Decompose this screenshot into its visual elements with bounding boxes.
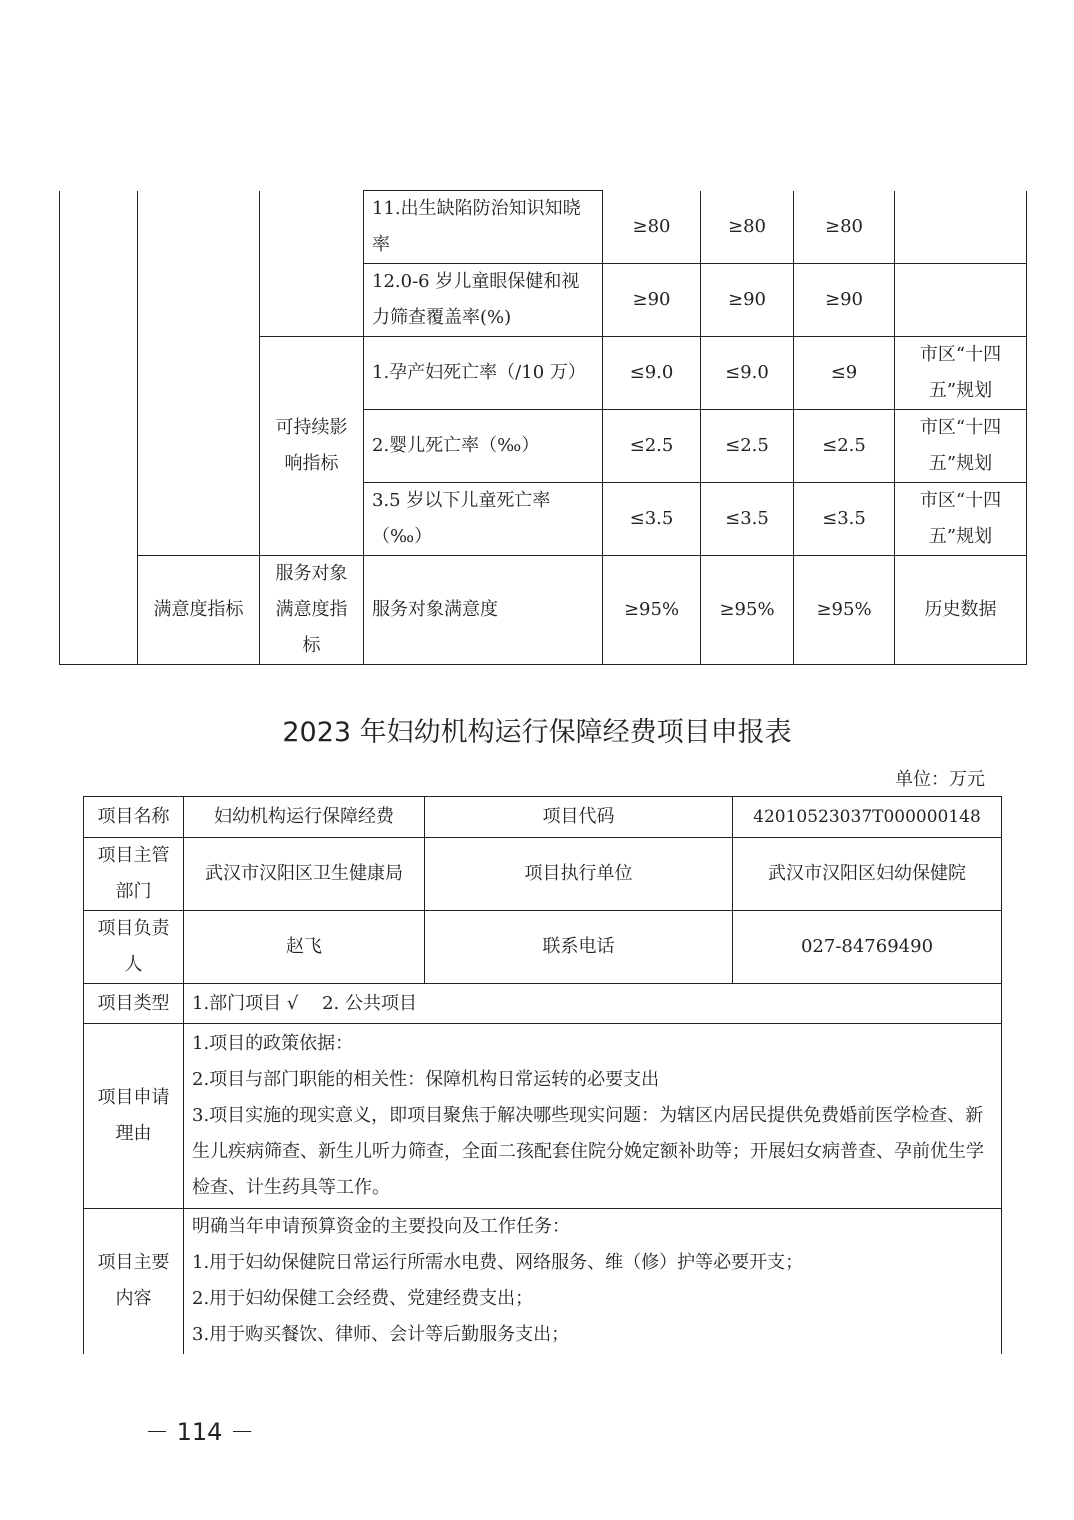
table-row bbox=[84, 984, 1002, 1024]
label-cell: 项目申请理由 bbox=[84, 1024, 184, 1209]
value-cell: ≤9.0 bbox=[603, 337, 701, 410]
value-cell: ≥80 bbox=[701, 191, 794, 264]
label-cell: 项目类型 bbox=[84, 984, 184, 1024]
indicator-cell: 1.孕产妇死亡率（/10 万） bbox=[364, 337, 603, 410]
table-row bbox=[84, 797, 1002, 838]
basis-cell: 市区“十四五”规划 bbox=[895, 483, 1027, 556]
basis-cell: 市区“十四五”规划 bbox=[895, 337, 1027, 410]
table-row bbox=[60, 556, 1027, 665]
indicator-cell: 11.出生缺陷防治知识知晓率 bbox=[364, 191, 603, 264]
text-line: 3.用于购买餐饮、律师、会计等后勤服务支出； bbox=[192, 1324, 570, 1346]
sub-category-cell: 可持续影响指标 bbox=[260, 337, 364, 556]
basis-cell bbox=[895, 191, 1027, 264]
indicator-cell: 12.0-6 岁儿童眼保健和视力筛查覆盖率(%) bbox=[364, 264, 603, 337]
label-cell: 项目名称 bbox=[84, 797, 184, 838]
project-name: 妇幼机构运行保障经费 bbox=[184, 797, 425, 838]
basis-cell: 历史数据 bbox=[895, 556, 1027, 665]
value-cell: ≥90 bbox=[603, 264, 701, 337]
table-row bbox=[84, 911, 1002, 984]
project-owner: 赵飞 bbox=[184, 911, 425, 984]
value-cell: ≤9.0 bbox=[701, 337, 794, 410]
text-line: 2.用于妇幼保健工会经费、党建经费支出； bbox=[192, 1288, 534, 1310]
value-cell: ≥95% bbox=[794, 556, 895, 665]
executing-unit: 武汉市汉阳区妇幼保健院 bbox=[733, 838, 1002, 911]
page-title: 2023 年妇幼机构运行保障经费项目申报表 bbox=[282, 717, 792, 748]
indicator-cell: 3.5 岁以下儿童死亡率（‰） bbox=[364, 483, 603, 556]
value-cell: ≤2.5 bbox=[603, 410, 701, 483]
contact-phone: 027-84769490 bbox=[733, 911, 1002, 984]
value-cell: ≥90 bbox=[701, 264, 794, 337]
table-row bbox=[84, 838, 1002, 911]
table-row bbox=[60, 191, 1027, 264]
project-code: 42010523037T000000148 bbox=[733, 797, 1002, 838]
label-cell: 项目代码 bbox=[425, 797, 733, 838]
indicator-cell: 2.婴儿死亡率（‰） bbox=[364, 410, 603, 483]
value-cell: ≥80 bbox=[603, 191, 701, 264]
basis-cell: 市区“十四五”规划 bbox=[895, 410, 1027, 483]
label-cell: 项目主管部门 bbox=[84, 838, 184, 911]
text-line: 3.项目实施的现实意义，即项目聚焦于解决哪些现实问题：为辖区内居民提供免费婚前医学检查、新生儿疾病筛查、新生儿听力筛查，全面二孩配套住院分娩定额补助等；开展妇女病普查、孕前优生学检查、计生药具等工作。 bbox=[192, 1105, 984, 1198]
sub-category-cell: 服务对象满意度指标 bbox=[260, 556, 364, 665]
value-cell: ≥95% bbox=[701, 556, 794, 665]
value-cell: ≤2.5 bbox=[701, 410, 794, 483]
value-cell: ≤3.5 bbox=[603, 483, 701, 556]
text-line: 明确当年申请预算资金的主要投向及工作任务： bbox=[192, 1216, 570, 1238]
table-row bbox=[84, 1024, 1002, 1209]
reason-cell bbox=[184, 1024, 1002, 1209]
value-cell: ≤9 bbox=[794, 337, 895, 410]
label-cell: 项目主要内容 bbox=[84, 1209, 184, 1354]
project-application-table bbox=[83, 796, 1002, 1354]
value-cell: ≤3.5 bbox=[701, 483, 794, 556]
basis-cell bbox=[895, 264, 1027, 337]
text-line: 1.项目的政策依据： bbox=[192, 1033, 354, 1054]
value-cell: ≥95% bbox=[603, 556, 701, 665]
project-type: 1.部门项目 √ 2. 公共项目 bbox=[184, 984, 1002, 1024]
category-cell: 满意度指标 bbox=[138, 556, 260, 665]
content-cell bbox=[184, 1209, 1002, 1354]
value-cell: ≤3.5 bbox=[794, 483, 895, 556]
value-cell: ≥90 bbox=[794, 264, 895, 337]
unit-label: 单位：万元 bbox=[895, 769, 985, 790]
value-cell: ≥80 bbox=[794, 191, 895, 264]
indicator-cell: 服务对象满意度 bbox=[364, 556, 603, 665]
department: 武汉市汉阳区卫生健康局 bbox=[184, 838, 425, 911]
value-cell: ≤2.5 bbox=[794, 410, 895, 483]
text-line: 2.项目与部门职能的相关性：保障机构日常运转的必要支出 bbox=[192, 1069, 660, 1090]
label-cell: 联系电话 bbox=[425, 911, 733, 984]
label-cell: 项目执行单位 bbox=[425, 838, 733, 911]
table-row bbox=[84, 1209, 1002, 1354]
performance-indicator-table bbox=[59, 190, 1027, 665]
label-cell: 项目负责人 bbox=[84, 911, 184, 984]
text-line: 1.用于妇幼保健院日常运行所需水电费、网络服务、维（修）护等必要开支； bbox=[192, 1252, 804, 1274]
page-number: － 114 － bbox=[145, 1418, 255, 1446]
